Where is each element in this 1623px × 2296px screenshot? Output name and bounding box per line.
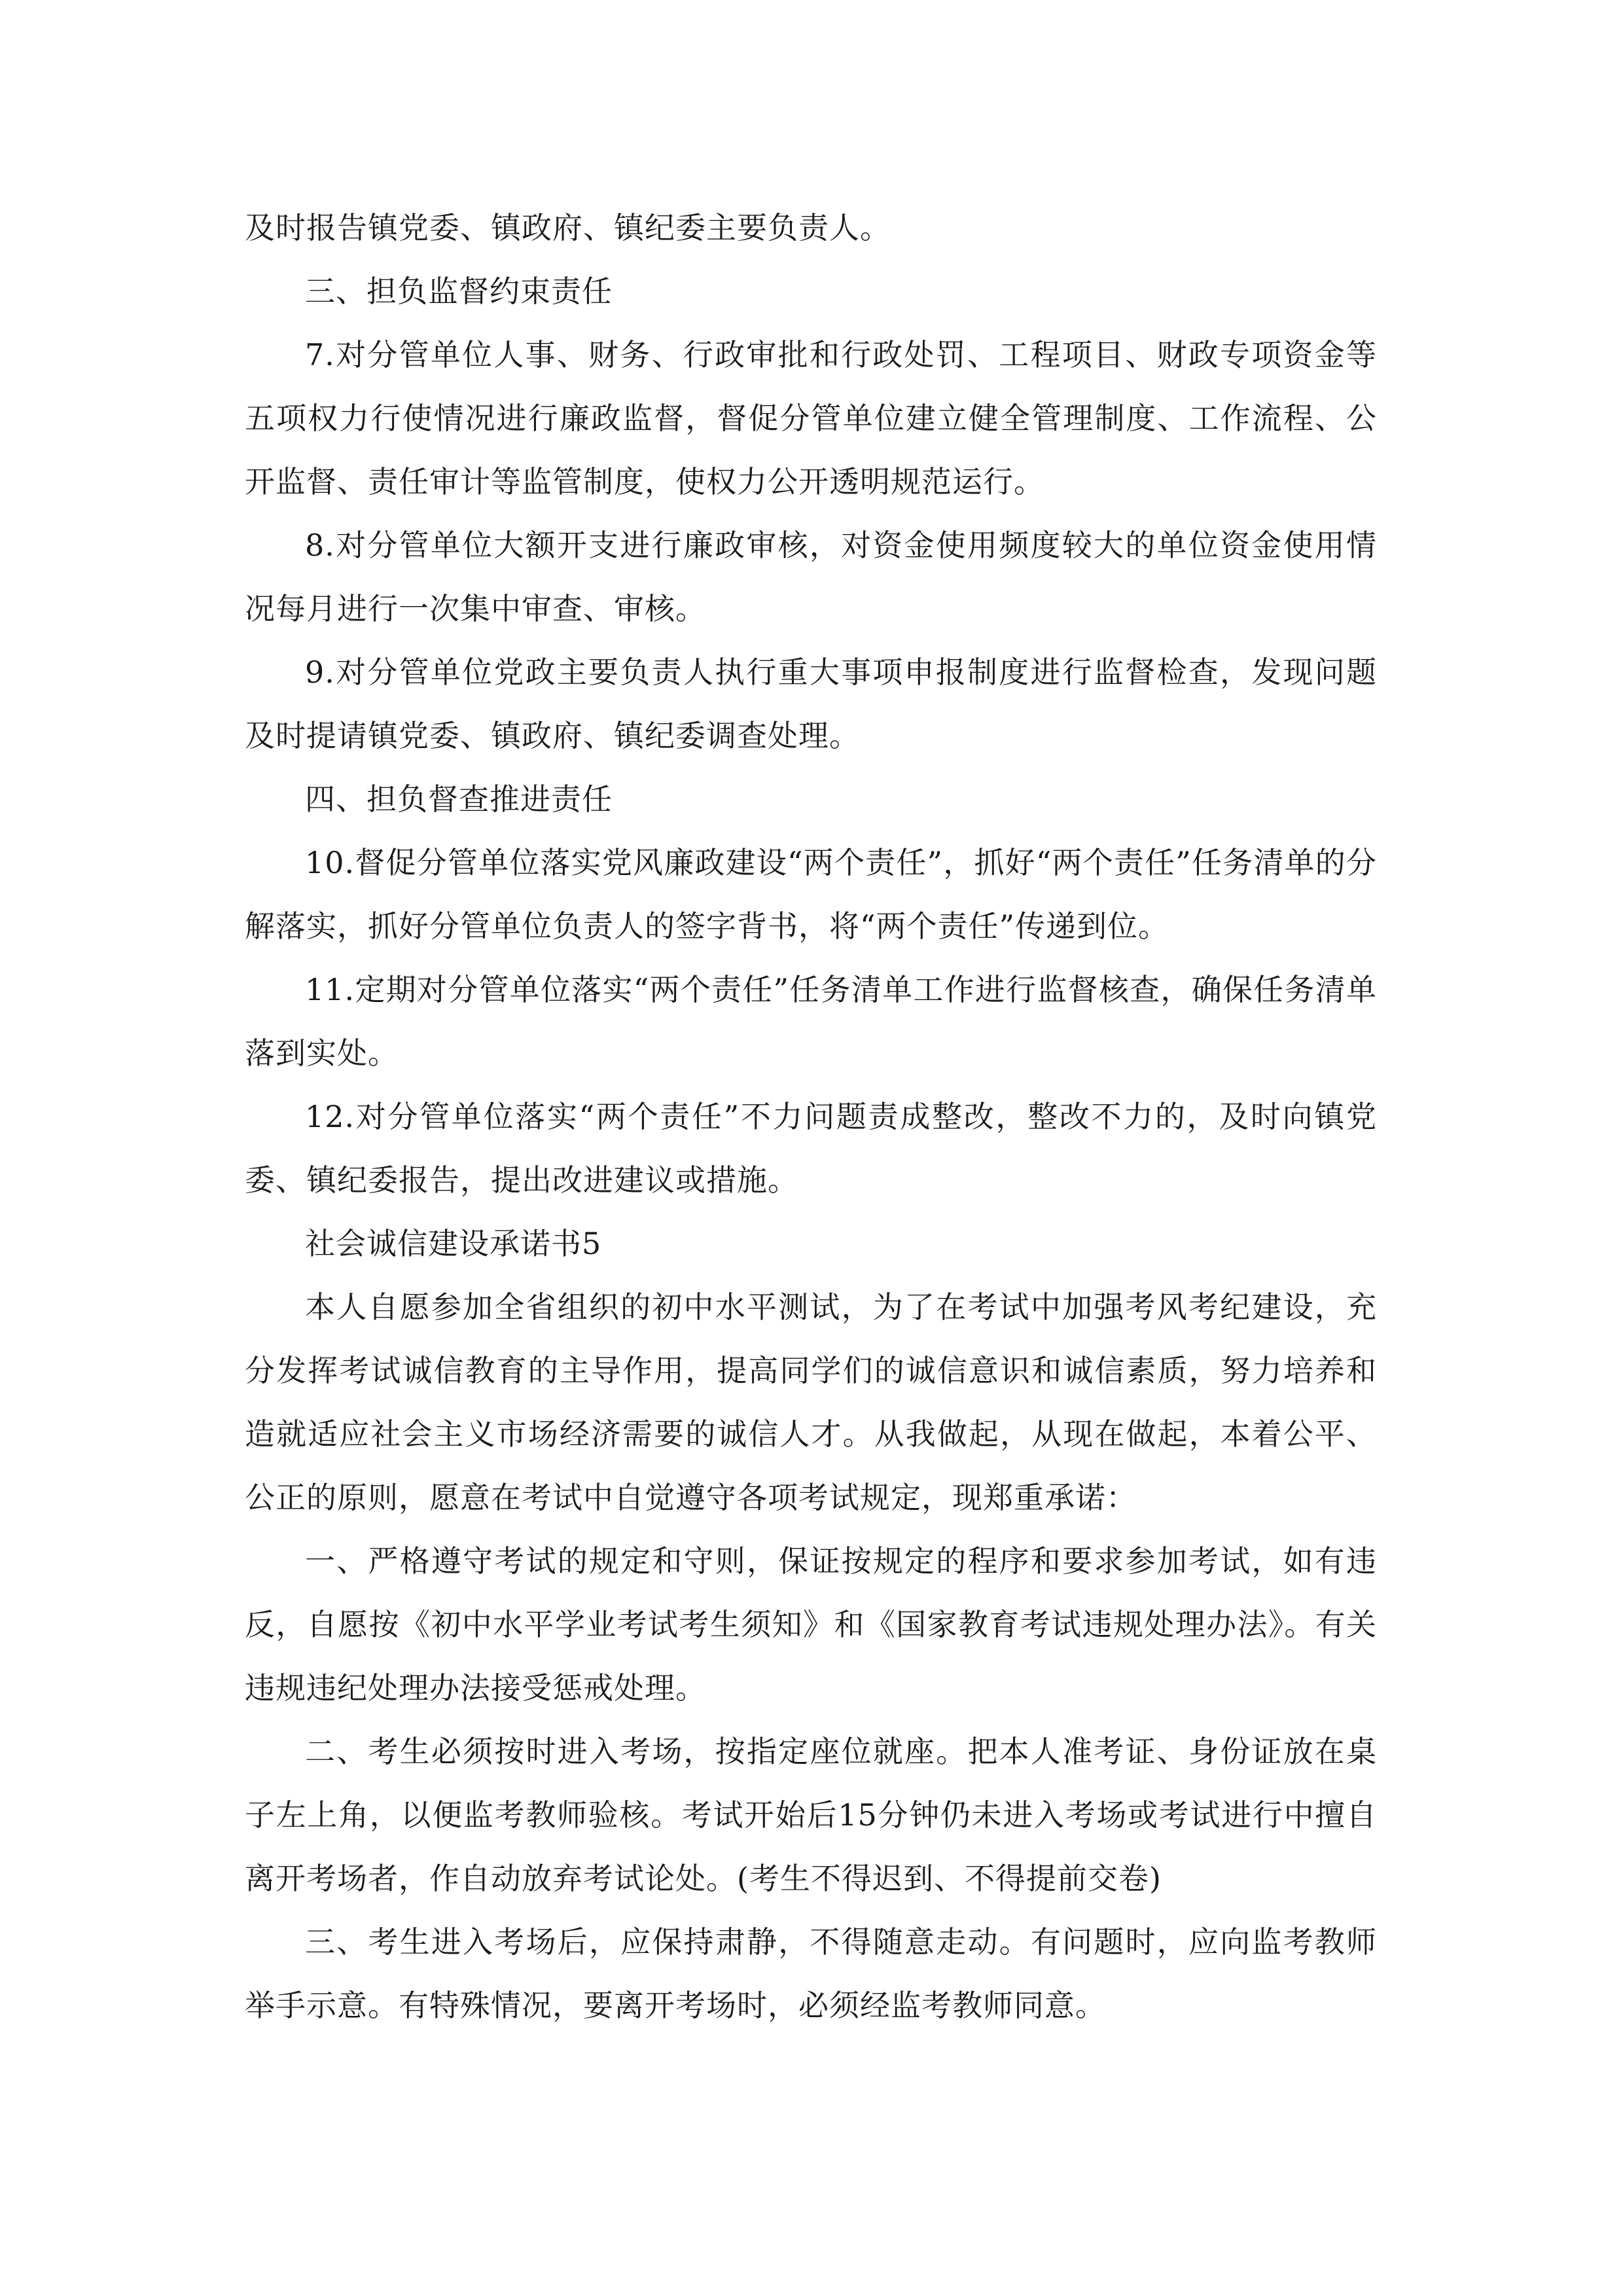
paragraph-item-7: 7.对分管单位人事、财务、行政审批和行政处罚、工程项目、财政专项资金等五项权力行使情况进行廉政监督，督促分管单位建立健全管理制度、工作流程、公开监督、责任审计等监管制度，使权力公开透明规范运行。 [245,337,1377,499]
paragraph-item-11: 11.定期对分管单位落实“两个责任”任务清单工作进行监督核查，确保任务清单落到实处。 [245,972,1377,1071]
paragraph-commitment-1: 一、严格遵守考试的规定和守则，保证按规定的程序和要求参加考试，如有违反，自愿按《初中水平学业考试考生须知》和《国家教育考试违规处理办法》。有关违规违纪处理办法接受惩戒处理。 [245,1543,1377,1706]
paragraph-commitment-2: 二、考生必须按时进入考场，按指定座位就座。把本人准考证、身份证放在桌子左上角，以便监考教师验核。考试开始后15分钟仍未进入考场或考试进行中擅自离开考场者，作自动放弃考试论处。(考生不得迟到、不得提前交卷) [245,1734,1377,1896]
document-title-commitment-5: 社会诚信建设承诺书5 [305,1226,602,1261]
paragraph-commitment-3: 三、考生进入考场后，应保持肃静，不得随意走动。有问题时，应向监考教师举手示意。有特殊情况，要离开考场时，必须经监考教师同意。 [245,1924,1377,2023]
paragraph-continuation: 及时报告镇党委、镇政府、镇纪委主要负责人。 [245,210,891,245]
paragraph-item-8: 8.对分管单位大额开支进行廉政审核，对资金使用频度较大的单位资金使用情况每月进行一次集中审查、审核。 [245,528,1377,626]
paragraph-item-10: 10.督促分管单位落实党风廉政建设“两个责任”，抓好“两个责任”任务清单的分解落实，抓好分管单位负责人的签字背书，将“两个责任”传递到位。 [245,845,1377,944]
paragraph-item-12: 12.对分管单位落实“两个责任”不力问题责成整改，整改不力的，及时向镇党委、镇纪委报告，提出改进建议或措施。 [245,1099,1377,1198]
paragraph-item-9: 9.对分管单位党政主要负责人执行重大事项申报制度进行监督检查，发现问题及时提请镇党委、镇政府、镇纪委调查处理。 [245,655,1377,753]
section-heading-supervision: 三、担负监督约束责任 [305,274,613,309]
document-body [245,196,1377,2037]
section-heading-inspection: 四、担负督查推进责任 [305,781,613,817]
paragraph-commitment-intro: 本人自愿参加全省组织的初中水平测试，为了在考试中加强考风考纪建设，充分发挥考试诚信教育的主导作用，提高同学们的诚信意识和诚信素质，努力培养和造就适应社会主义市场经济需要的诚信人才。从我做起，从现在做起，本着公平、公正的原则，愿意在考试中自觉遵守各项考试规定，现郑重承诺： [245,1289,1377,1515]
